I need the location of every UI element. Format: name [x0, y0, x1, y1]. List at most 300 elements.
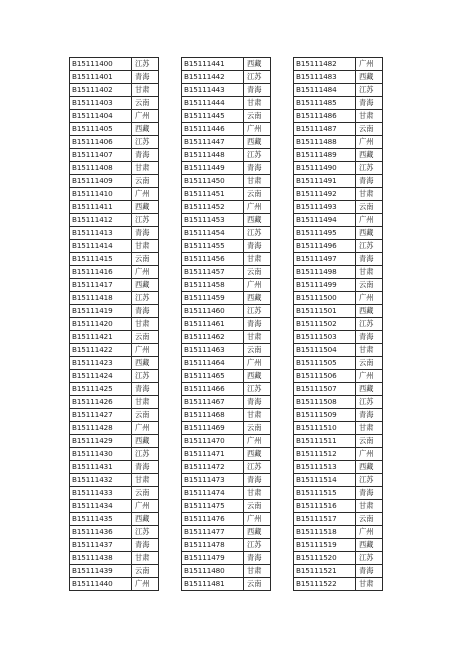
table-row — [70, 58, 159, 71]
region-cell: 青海 — [244, 396, 271, 409]
region-cell: 西藏 — [244, 448, 271, 461]
table-row — [182, 214, 271, 227]
region-cell: 青海 — [132, 149, 159, 162]
candidate-number-cell: B15111504 — [294, 344, 356, 357]
region-cell: 西藏 — [132, 435, 159, 448]
candidate-number-cell: B15111456 — [182, 253, 244, 266]
table-row — [182, 136, 271, 149]
region-cell: 甘肃 — [244, 409, 271, 422]
region-cell: 云南 — [132, 487, 159, 500]
table-row — [70, 149, 159, 162]
table-row — [294, 201, 383, 214]
candidate-number-cell: B15111505 — [294, 357, 356, 370]
table-row — [182, 370, 271, 383]
table-row — [70, 552, 159, 565]
region-cell: 西藏 — [356, 461, 383, 474]
region-cell: 广州 — [356, 58, 383, 71]
candidate-number-cell: B15111478 — [182, 539, 244, 552]
table-row — [70, 266, 159, 279]
table-row — [70, 578, 159, 591]
candidate-number-cell: B15111452 — [182, 201, 244, 214]
region-cell: 甘肃 — [132, 396, 159, 409]
table-row — [294, 279, 383, 292]
table-row — [294, 97, 383, 110]
region-cell: 云南 — [244, 110, 271, 123]
table-row — [70, 240, 159, 253]
table-row — [294, 240, 383, 253]
candidate-number-cell: B15111493 — [294, 201, 356, 214]
candidate-number-cell: B15111521 — [294, 565, 356, 578]
table-row — [70, 565, 159, 578]
region-cell: 甘肃 — [132, 318, 159, 331]
candidate-number-cell: B15111449 — [182, 162, 244, 175]
table-row — [294, 318, 383, 331]
table-row — [294, 409, 383, 422]
candidate-number-cell: B15111434 — [70, 500, 132, 513]
candidate-number-cell: B15111428 — [70, 422, 132, 435]
region-cell: 甘肃 — [356, 110, 383, 123]
region-cell: 江苏 — [132, 136, 159, 149]
candidate-number-cell: B15111479 — [182, 552, 244, 565]
table-row — [70, 123, 159, 136]
candidate-number-cell: B15111409 — [70, 175, 132, 188]
candidate-number-cell: B15111480 — [182, 565, 244, 578]
table-row — [182, 253, 271, 266]
candidate-number-cell: B15111451 — [182, 188, 244, 201]
candidate-number-cell: B15111430 — [70, 448, 132, 461]
candidate-number-cell: B15111518 — [294, 526, 356, 539]
table-row — [70, 344, 159, 357]
candidate-number-cell: B15111447 — [182, 136, 244, 149]
table-row — [182, 487, 271, 500]
candidate-number-cell: B15111501 — [294, 305, 356, 318]
table-row — [70, 513, 159, 526]
table-row — [294, 123, 383, 136]
candidate-number-cell: B15111466 — [182, 383, 244, 396]
candidate-number-cell: B15111485 — [294, 97, 356, 110]
table-row — [294, 344, 383, 357]
region-cell: 甘肃 — [132, 552, 159, 565]
table-row — [70, 292, 159, 305]
region-cell: 云南 — [132, 175, 159, 188]
candidate-number-cell: B15111443 — [182, 84, 244, 97]
table-row — [70, 396, 159, 409]
region-cell: 江苏 — [356, 84, 383, 97]
region-cell: 青海 — [244, 552, 271, 565]
table-row — [70, 357, 159, 370]
candidate-number-cell: B15111517 — [294, 513, 356, 526]
table-row — [182, 526, 271, 539]
region-cell: 江苏 — [356, 162, 383, 175]
region-cell: 甘肃 — [132, 474, 159, 487]
candidate-number-cell: B15111499 — [294, 279, 356, 292]
candidate-number-cell: B15111462 — [182, 331, 244, 344]
table-row — [182, 331, 271, 344]
candidate-number-cell: B15111421 — [70, 331, 132, 344]
region-cell: 西藏 — [356, 383, 383, 396]
candidate-number-cell: B15111427 — [70, 409, 132, 422]
candidate-number-cell: B15111437 — [70, 539, 132, 552]
table-row — [294, 383, 383, 396]
region-cell: 青海 — [132, 539, 159, 552]
region-cell: 甘肃 — [132, 84, 159, 97]
region-cell: 广州 — [356, 370, 383, 383]
table-row — [182, 71, 271, 84]
table-row — [294, 175, 383, 188]
candidate-number-cell: B15111522 — [294, 578, 356, 591]
candidate-number-cell: B15111405 — [70, 123, 132, 136]
candidate-number-cell: B15111453 — [182, 214, 244, 227]
candidate-number-cell: B15111439 — [70, 565, 132, 578]
region-cell: 西藏 — [244, 526, 271, 539]
region-cell: 江苏 — [356, 240, 383, 253]
table-row — [182, 292, 271, 305]
region-cell: 云南 — [132, 409, 159, 422]
table-row — [294, 266, 383, 279]
candidate-number-cell: B15111508 — [294, 396, 356, 409]
candidate-number-cell: B15111410 — [70, 188, 132, 201]
table-row — [182, 578, 271, 591]
table-row — [294, 227, 383, 240]
region-cell: 广州 — [356, 292, 383, 305]
region-cell: 江苏 — [244, 383, 271, 396]
table-row — [294, 162, 383, 175]
table-row — [182, 175, 271, 188]
region-cell: 青海 — [356, 565, 383, 578]
table-row — [294, 136, 383, 149]
table-row — [70, 162, 159, 175]
region-cell: 广州 — [244, 435, 271, 448]
candidate-number-cell: B15111474 — [182, 487, 244, 500]
region-cell: 江苏 — [244, 305, 271, 318]
table-row — [294, 526, 383, 539]
candidate-number-cell: B15111463 — [182, 344, 244, 357]
region-cell: 云南 — [356, 357, 383, 370]
candidate-number-cell: B15111414 — [70, 240, 132, 253]
table-row — [182, 422, 271, 435]
region-cell: 云南 — [244, 578, 271, 591]
table-row — [294, 58, 383, 71]
region-cell: 江苏 — [244, 71, 271, 84]
region-cell: 江苏 — [356, 318, 383, 331]
candidate-number-cell: B15111408 — [70, 162, 132, 175]
table-row — [294, 487, 383, 500]
candidate-number-cell: B15111483 — [294, 71, 356, 84]
table-row — [294, 500, 383, 513]
region-cell: 西藏 — [244, 292, 271, 305]
table-row — [70, 84, 159, 97]
region-cell: 广州 — [132, 188, 159, 201]
region-cell: 甘肃 — [244, 331, 271, 344]
region-cell: 广州 — [132, 110, 159, 123]
region-cell: 云南 — [356, 435, 383, 448]
table-row — [182, 110, 271, 123]
candidate-number-cell: B15111477 — [182, 526, 244, 539]
candidate-number-cell: B15111417 — [70, 279, 132, 292]
candidate-number-cell: B15111436 — [70, 526, 132, 539]
candidate-number-cell: B15111460 — [182, 305, 244, 318]
region-cell: 广州 — [132, 422, 159, 435]
candidate-number-cell: B15111401 — [70, 71, 132, 84]
candidate-number-cell: B15111406 — [70, 136, 132, 149]
roster-table-2 — [181, 57, 271, 591]
region-cell: 甘肃 — [356, 188, 383, 201]
candidate-number-cell: B15111459 — [182, 292, 244, 305]
table-row — [70, 474, 159, 487]
table-row — [70, 500, 159, 513]
roster-table-1 — [69, 57, 159, 591]
region-cell: 甘肃 — [244, 97, 271, 110]
region-cell: 甘肃 — [356, 500, 383, 513]
candidate-number-cell: B15111519 — [294, 539, 356, 552]
table-row — [294, 513, 383, 526]
region-cell: 甘肃 — [356, 266, 383, 279]
region-cell: 云南 — [356, 513, 383, 526]
candidate-number-cell: B15111516 — [294, 500, 356, 513]
region-cell: 西藏 — [356, 71, 383, 84]
region-cell: 广州 — [244, 357, 271, 370]
region-cell: 云南 — [132, 97, 159, 110]
table-row — [70, 422, 159, 435]
candidate-number-cell: B15111433 — [70, 487, 132, 500]
region-cell: 广州 — [244, 201, 271, 214]
table-row — [182, 500, 271, 513]
table-row — [294, 149, 383, 162]
table-row — [70, 227, 159, 240]
roster-table-3 — [293, 57, 383, 591]
candidate-number-cell: B15111472 — [182, 461, 244, 474]
region-cell: 西藏 — [132, 279, 159, 292]
table-row — [70, 526, 159, 539]
candidate-number-cell: B15111438 — [70, 552, 132, 565]
table-row — [70, 305, 159, 318]
candidate-number-cell: B15111498 — [294, 266, 356, 279]
candidate-number-cell: B15111407 — [70, 149, 132, 162]
table-row — [182, 474, 271, 487]
region-cell: 甘肃 — [244, 175, 271, 188]
region-cell: 西藏 — [132, 201, 159, 214]
region-cell: 青海 — [132, 305, 159, 318]
table-row — [294, 188, 383, 201]
candidate-number-cell: B15111423 — [70, 357, 132, 370]
table-row — [294, 578, 383, 591]
region-cell: 江苏 — [244, 149, 271, 162]
table-row — [294, 370, 383, 383]
region-cell: 云南 — [244, 266, 271, 279]
region-cell: 江苏 — [132, 214, 159, 227]
region-cell: 青海 — [356, 253, 383, 266]
region-cell: 广州 — [132, 344, 159, 357]
region-cell: 甘肃 — [132, 240, 159, 253]
table-row — [182, 461, 271, 474]
candidate-number-cell: B15111457 — [182, 266, 244, 279]
region-cell: 广州 — [132, 266, 159, 279]
candidate-number-cell: B15111413 — [70, 227, 132, 240]
region-cell: 云南 — [244, 422, 271, 435]
table-row — [182, 201, 271, 214]
table-row — [182, 383, 271, 396]
region-cell: 青海 — [356, 409, 383, 422]
region-cell: 广州 — [356, 136, 383, 149]
candidate-number-cell: B15111506 — [294, 370, 356, 383]
candidate-number-cell: B15111442 — [182, 71, 244, 84]
region-cell: 西藏 — [132, 123, 159, 136]
candidate-number-cell: B15111512 — [294, 448, 356, 461]
candidate-number-cell: B15111511 — [294, 435, 356, 448]
candidate-number-cell: B15111494 — [294, 214, 356, 227]
candidate-number-cell: B15111444 — [182, 97, 244, 110]
region-cell: 青海 — [356, 331, 383, 344]
candidate-number-cell: B15111415 — [70, 253, 132, 266]
region-cell: 西藏 — [356, 305, 383, 318]
region-cell: 云南 — [244, 188, 271, 201]
region-cell: 青海 — [132, 227, 159, 240]
candidate-number-cell: B15111446 — [182, 123, 244, 136]
table-row — [70, 409, 159, 422]
region-cell: 江苏 — [132, 526, 159, 539]
table-row — [294, 292, 383, 305]
candidate-number-cell: B15111495 — [294, 227, 356, 240]
region-cell: 云南 — [244, 344, 271, 357]
region-cell: 西藏 — [244, 136, 271, 149]
table-row — [70, 448, 159, 461]
region-cell: 青海 — [244, 162, 271, 175]
table-row — [182, 552, 271, 565]
table-row — [294, 539, 383, 552]
region-cell: 西藏 — [244, 214, 271, 227]
table-row — [70, 370, 159, 383]
table-row — [294, 552, 383, 565]
region-cell: 江苏 — [244, 461, 271, 474]
table-row — [182, 227, 271, 240]
region-cell: 甘肃 — [356, 578, 383, 591]
region-cell: 青海 — [132, 383, 159, 396]
candidate-number-cell: B15111491 — [294, 175, 356, 188]
table-row — [70, 539, 159, 552]
table-row — [182, 539, 271, 552]
table-row — [182, 240, 271, 253]
region-cell: 江苏 — [244, 539, 271, 552]
candidate-number-cell: B15111435 — [70, 513, 132, 526]
candidate-number-cell: B15111482 — [294, 58, 356, 71]
region-cell: 西藏 — [244, 58, 271, 71]
table-row — [294, 396, 383, 409]
table-row — [294, 448, 383, 461]
candidate-number-cell: B15111403 — [70, 97, 132, 110]
region-cell: 云南 — [356, 123, 383, 136]
candidate-number-cell: B15111486 — [294, 110, 356, 123]
table-row — [294, 435, 383, 448]
candidate-number-cell: B15111515 — [294, 487, 356, 500]
candidate-number-cell: B15111411 — [70, 201, 132, 214]
candidate-number-cell: B15111488 — [294, 136, 356, 149]
candidate-number-cell: B15111467 — [182, 396, 244, 409]
region-cell: 云南 — [356, 201, 383, 214]
candidate-number-cell: B15111450 — [182, 175, 244, 188]
table-row — [70, 201, 159, 214]
region-cell: 甘肃 — [356, 422, 383, 435]
candidate-number-cell: B15111503 — [294, 331, 356, 344]
candidate-number-cell: B15111420 — [70, 318, 132, 331]
table-row — [294, 474, 383, 487]
region-cell: 广州 — [244, 279, 271, 292]
table-row — [182, 565, 271, 578]
table-row — [294, 305, 383, 318]
table-row — [70, 188, 159, 201]
region-cell: 青海 — [244, 318, 271, 331]
candidate-number-cell: B15111487 — [294, 123, 356, 136]
region-cell: 江苏 — [132, 58, 159, 71]
candidate-number-cell: B15111509 — [294, 409, 356, 422]
table-row — [70, 214, 159, 227]
region-cell: 江苏 — [132, 292, 159, 305]
candidate-number-cell: B15111514 — [294, 474, 356, 487]
region-cell: 青海 — [132, 71, 159, 84]
table-row — [294, 84, 383, 97]
table-row — [182, 305, 271, 318]
table-row — [294, 422, 383, 435]
region-cell: 江苏 — [356, 396, 383, 409]
region-cell: 甘肃 — [244, 253, 271, 266]
candidate-number-cell: B15111425 — [70, 383, 132, 396]
candidate-number-cell: B15111468 — [182, 409, 244, 422]
candidate-number-cell: B15111461 — [182, 318, 244, 331]
region-cell: 云南 — [132, 565, 159, 578]
candidate-number-cell: B15111484 — [294, 84, 356, 97]
table-row — [182, 123, 271, 136]
region-cell: 广州 — [356, 448, 383, 461]
candidate-number-cell: B15111507 — [294, 383, 356, 396]
candidate-number-cell: B15111465 — [182, 370, 244, 383]
region-cell: 广州 — [244, 513, 271, 526]
region-cell: 青海 — [132, 461, 159, 474]
region-cell: 青海 — [244, 240, 271, 253]
candidate-number-cell: B15111400 — [70, 58, 132, 71]
table-row — [182, 279, 271, 292]
candidate-number-cell: B15111489 — [294, 149, 356, 162]
table-row — [70, 136, 159, 149]
region-cell: 广州 — [244, 123, 271, 136]
table-row — [182, 318, 271, 331]
table-row — [70, 461, 159, 474]
candidate-number-cell: B15111471 — [182, 448, 244, 461]
region-cell: 云南 — [356, 279, 383, 292]
candidate-number-cell: B15111432 — [70, 474, 132, 487]
region-cell: 西藏 — [356, 149, 383, 162]
region-cell: 江苏 — [244, 227, 271, 240]
table-row — [70, 279, 159, 292]
region-cell: 广州 — [132, 500, 159, 513]
table-row — [294, 461, 383, 474]
candidate-number-cell: B15111412 — [70, 214, 132, 227]
candidate-number-cell: B15111492 — [294, 188, 356, 201]
table-row — [182, 84, 271, 97]
candidate-number-cell: B15111404 — [70, 110, 132, 123]
region-cell: 甘肃 — [356, 344, 383, 357]
candidate-number-cell: B15111476 — [182, 513, 244, 526]
region-cell: 江苏 — [356, 552, 383, 565]
candidate-number-cell: B15111502 — [294, 318, 356, 331]
candidate-number-cell: B15111402 — [70, 84, 132, 97]
table-row — [294, 253, 383, 266]
candidate-number-cell: B15111490 — [294, 162, 356, 175]
table-row — [70, 318, 159, 331]
region-cell: 青海 — [244, 84, 271, 97]
table-row — [182, 58, 271, 71]
candidate-number-cell: B15111429 — [70, 435, 132, 448]
region-cell: 青海 — [356, 487, 383, 500]
candidate-number-cell: B15111481 — [182, 578, 244, 591]
